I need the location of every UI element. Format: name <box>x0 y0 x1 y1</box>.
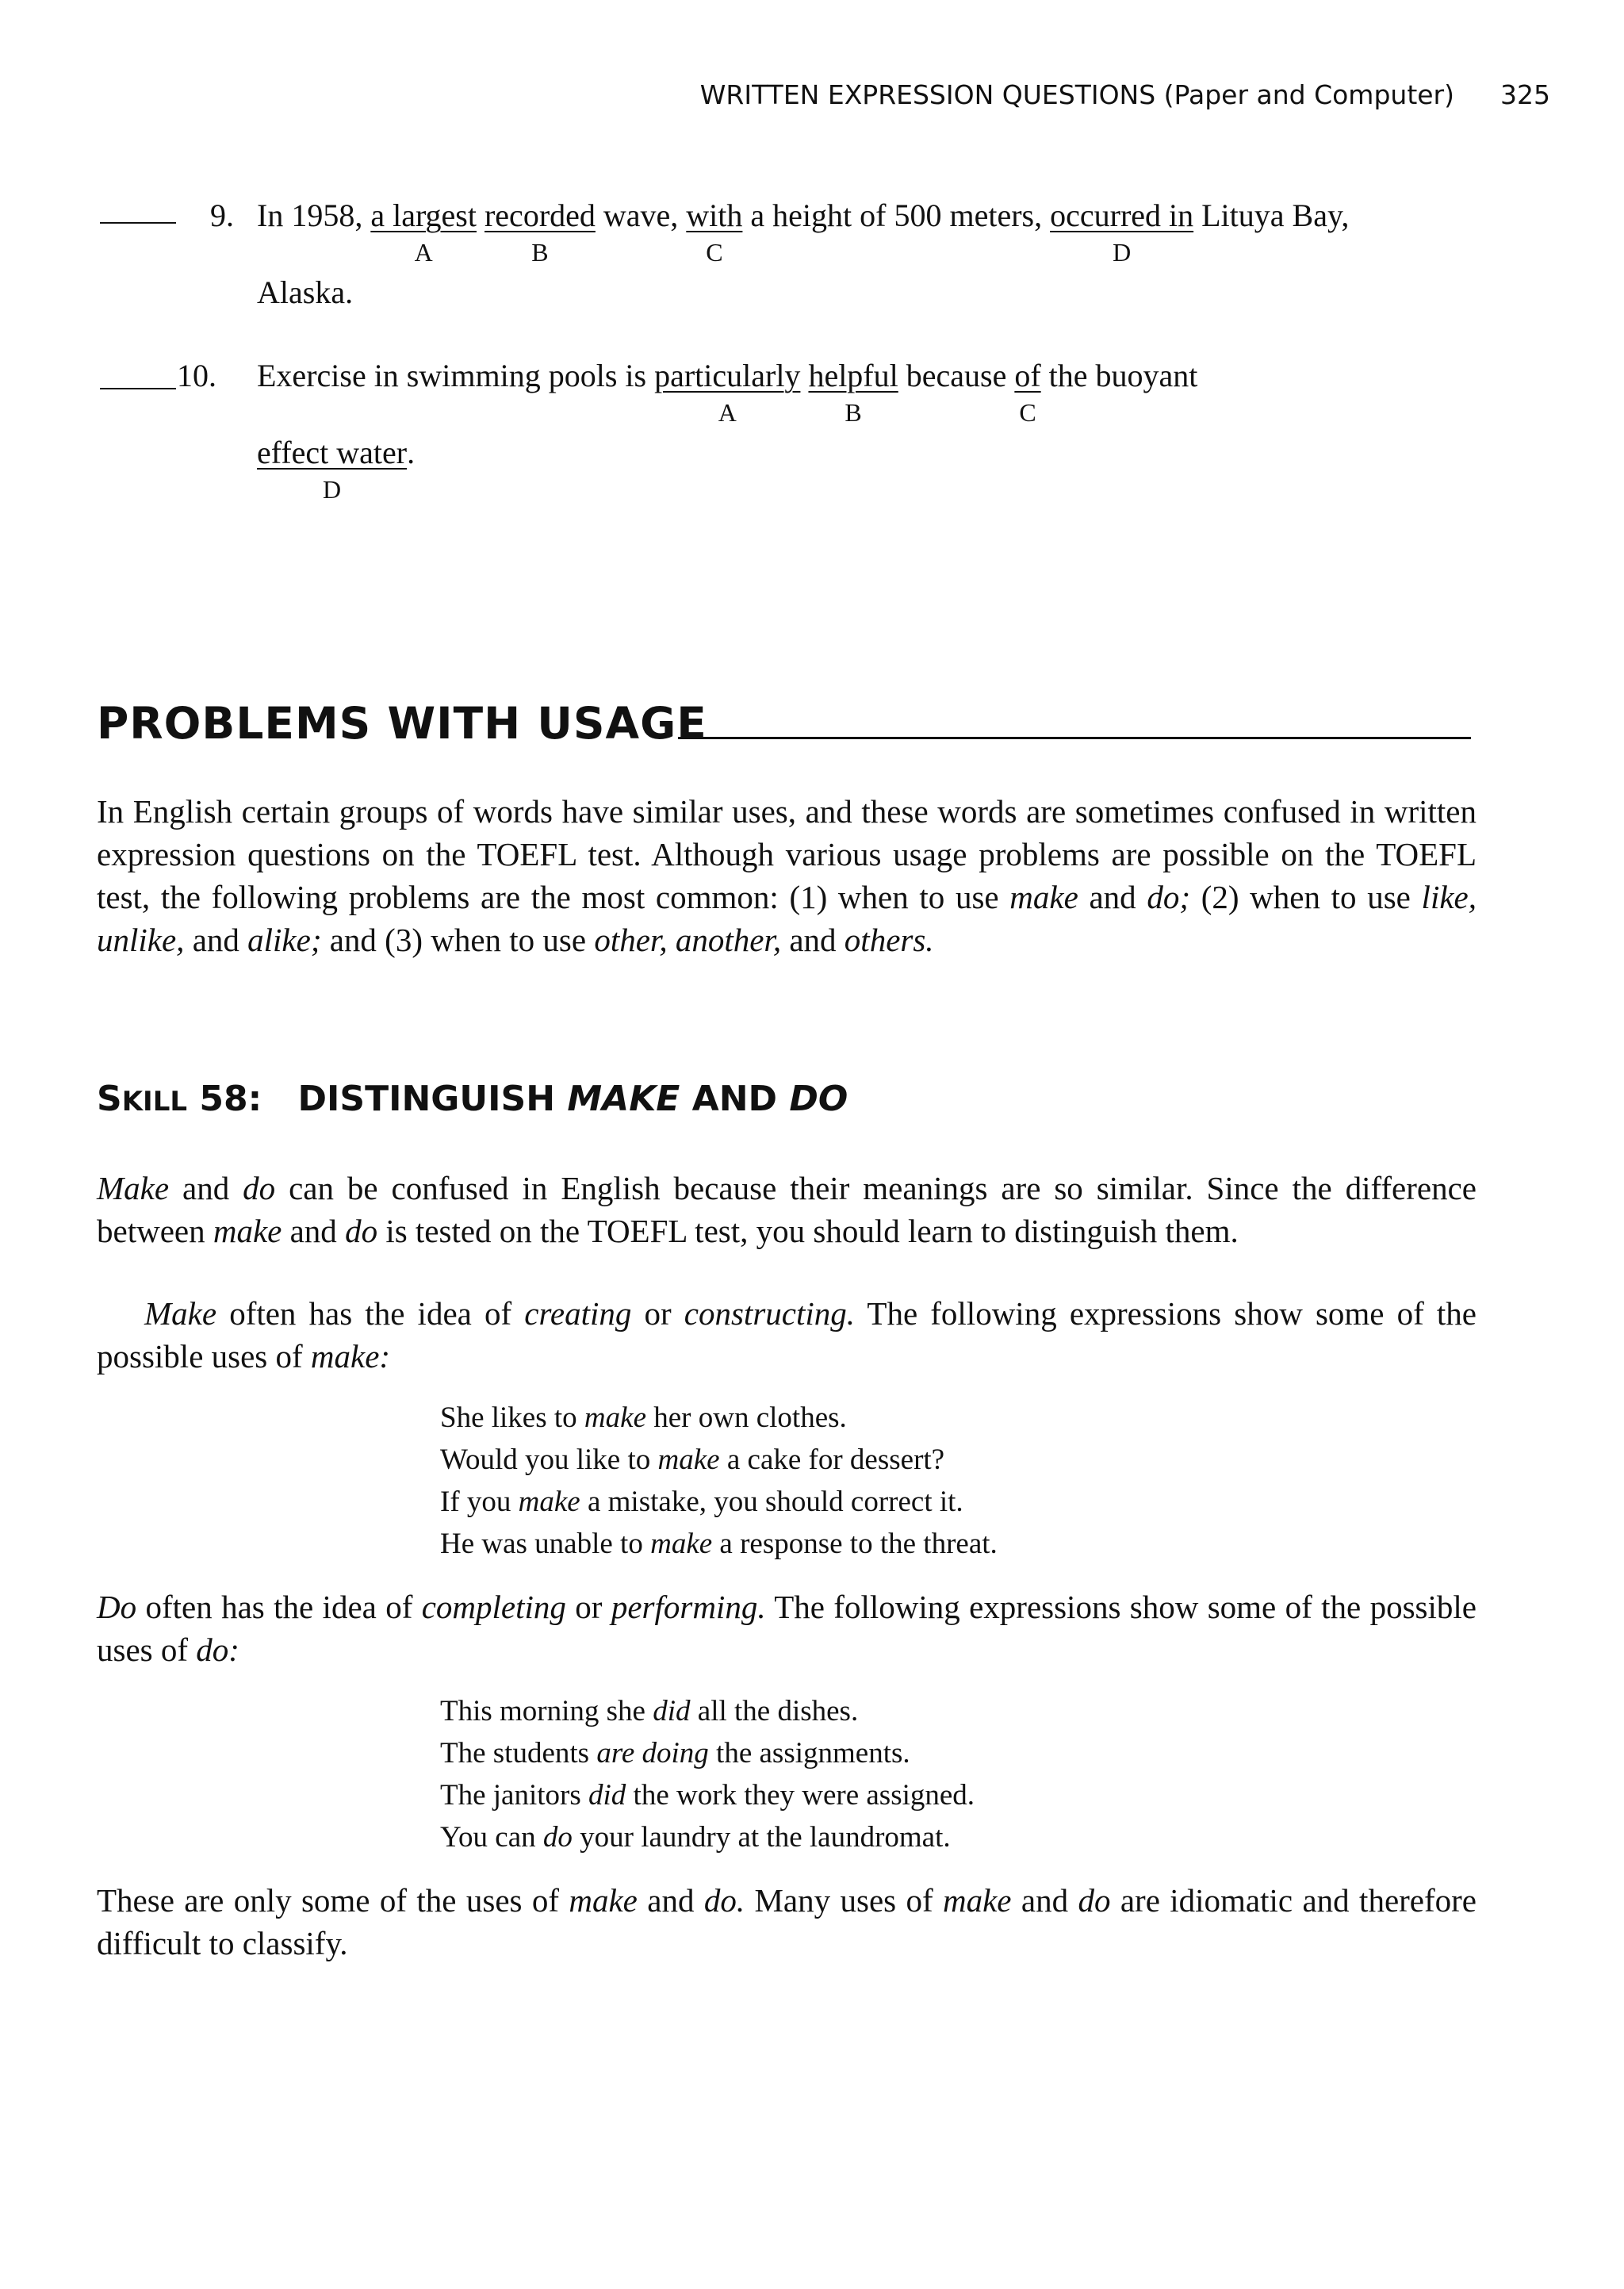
body-text: and (3) when to use <box>321 922 595 958</box>
example-sentence <box>440 1774 975 1816</box>
question-line <box>257 358 1198 427</box>
emphasis-text: do <box>243 1170 276 1206</box>
skill-number: 58: <box>199 1079 262 1119</box>
emphasis-text: are doing <box>596 1737 709 1769</box>
option-a[interactable] <box>370 197 477 266</box>
emphasis-text: make <box>657 1444 720 1476</box>
option-c[interactable] <box>686 197 743 266</box>
body-text: The janitors <box>440 1779 589 1812</box>
option-c-text: with <box>686 197 743 233</box>
body-text: Many uses of <box>745 1882 943 1919</box>
option-a-letter: A <box>718 398 737 427</box>
body-text: The following expressions show some of the possible uses of <box>97 1295 1477 1375</box>
body-text: The following expressions show some of the possible uses of <box>97 1589 1477 1668</box>
skill-label-first: S <box>97 1079 122 1119</box>
emphasis-text: Make <box>97 1170 170 1206</box>
body-text: all the dishes. <box>690 1695 859 1727</box>
question-line <box>257 197 1350 266</box>
paragraph-make-meaning <box>97 1292 1477 1378</box>
option-b[interactable] <box>808 358 898 427</box>
question-number: 10. <box>177 358 216 393</box>
question-text: In 1958, <box>257 197 371 233</box>
emphasis-text: others. <box>844 922 934 958</box>
section-heading-rule <box>678 737 1471 739</box>
body-text: He was unable to <box>440 1528 651 1560</box>
body-text: your laundry at the laundromat. <box>572 1821 951 1854</box>
emphasis-text: constructing. <box>684 1295 856 1332</box>
option-a-letter: A <box>414 238 433 266</box>
body-text: If you <box>440 1486 519 1518</box>
skill-title-do: DO <box>789 1079 848 1119</box>
running-head <box>0 79 1550 110</box>
body-text: In English certain groups of words have similar uses, and these words are sometimes confused in written expression questions on the TOEFL test. Although various usage problems are possible on the TOEFL test, the following problems are the most common: (1) when to use <box>97 793 1477 915</box>
paragraph-make-do-intro <box>97 1167 1477 1252</box>
body-text: a response to the threat. <box>712 1528 998 1560</box>
example-sentence <box>440 1397 998 1439</box>
body-text: or <box>565 1589 611 1625</box>
body-text: a mistake, you should correct it. <box>580 1486 963 1518</box>
emphasis-text: creating <box>524 1295 632 1332</box>
option-a-text: a largest <box>370 197 477 233</box>
emphasis-text: make <box>518 1486 580 1518</box>
paragraph-closing <box>97 1879 1477 1965</box>
option-c-text: of <box>1014 358 1041 393</box>
paragraph-do-meaning <box>97 1585 1477 1671</box>
emphasis-text: make <box>943 1882 1012 1919</box>
option-b[interactable] <box>484 197 596 266</box>
option-a[interactable] <box>654 358 801 427</box>
emphasis-text: do <box>345 1213 378 1249</box>
emphasis-text: performing. <box>611 1589 766 1625</box>
body-text: and <box>282 1213 346 1249</box>
option-b-text: helpful <box>808 358 898 393</box>
option-c-letter: C <box>1019 398 1036 427</box>
make-examples-list <box>440 1397 998 1565</box>
emphasis-text: alike; <box>247 922 322 958</box>
question-text <box>477 197 485 233</box>
example-sentence <box>440 1523 998 1565</box>
body-text: the assignments. <box>708 1737 910 1769</box>
body-text: and <box>169 1170 243 1206</box>
skill-title-text: AND <box>680 1079 790 1119</box>
example-sentence <box>440 1481 998 1523</box>
emphasis-text: do <box>1078 1882 1111 1919</box>
emphasis-text: Do <box>97 1589 137 1625</box>
example-sentence <box>440 1816 975 1858</box>
option-d-letter: D <box>323 475 342 504</box>
body-text: and <box>184 922 248 958</box>
answer-blank-10[interactable] <box>100 388 176 389</box>
body-text: often has the idea of <box>216 1295 525 1332</box>
option-b-letter: B <box>845 398 862 427</box>
option-d[interactable] <box>1050 197 1194 266</box>
body-text: and <box>781 922 845 958</box>
option-b-letter: B <box>531 238 549 266</box>
option-a-text: particularly <box>654 358 801 393</box>
body-text: the work they were assigned. <box>626 1779 975 1812</box>
skill-title <box>298 1079 848 1119</box>
question-line-2: Alaska. <box>257 274 354 310</box>
emphasis-text: make <box>584 1401 646 1434</box>
example-sentence <box>440 1439 998 1481</box>
body-text: and <box>1011 1882 1078 1919</box>
question-number: 9. <box>210 197 234 233</box>
example-sentence <box>440 1732 975 1774</box>
emphasis-text: make <box>213 1213 282 1249</box>
question-text: wave, <box>595 197 687 233</box>
body-text: can be confused in English because their meanings are so similar. Since the difference between <box>97 1170 1477 1249</box>
body-text: The students <box>440 1737 597 1769</box>
body-text: You can <box>440 1821 543 1854</box>
question-text: Lituya Bay, <box>1193 197 1350 233</box>
skill-title-make: MAKE <box>567 1079 680 1119</box>
body-text: She likes to <box>440 1401 584 1434</box>
option-d[interactable] <box>257 435 408 504</box>
option-d-text: occurred in <box>1050 197 1194 233</box>
emphasis-text: did <box>653 1695 691 1727</box>
body-text: and <box>637 1882 704 1919</box>
emphasis-text: like, unlike, <box>97 879 1477 958</box>
question-text: because <box>898 358 1015 393</box>
intro-paragraph <box>97 790 1477 961</box>
emphasis-text: make <box>569 1882 638 1919</box>
emphasis-text: other, another, <box>594 922 782 958</box>
section-heading: PROBLEMS WITH USAGE <box>97 698 707 749</box>
do-examples-list <box>440 1690 975 1858</box>
body-text: her own clothes. <box>646 1401 847 1434</box>
body-text: (2) when to use <box>1190 879 1422 915</box>
body-text: These are only some of the uses of <box>97 1882 569 1919</box>
body-text: Would you like to <box>440 1444 658 1476</box>
body-text: is tested on the TOEFL test, you should learn to distinguish them. <box>377 1213 1239 1249</box>
option-d-letter: D <box>1113 238 1132 266</box>
question-text: Exercise in swimming pools is <box>257 358 655 393</box>
emphasis-text: make: <box>310 1338 391 1375</box>
question-text <box>800 358 808 393</box>
option-b-text: recorded <box>484 197 596 233</box>
answer-blank-9[interactable] <box>100 222 176 224</box>
body-text: This morning she <box>440 1695 653 1727</box>
emphasis-text: do; <box>1147 879 1191 915</box>
question-text: a height of 500 meters, <box>742 197 1051 233</box>
question-text: the buoyant <box>1040 358 1198 393</box>
skill-heading <box>97 1079 848 1119</box>
emphasis-text: make <box>1009 879 1078 915</box>
example-sentence <box>440 1690 975 1732</box>
skill-label-rest: KILL <box>121 1086 188 1118</box>
body-text: a cake for dessert? <box>719 1444 945 1476</box>
option-c[interactable] <box>1014 358 1041 427</box>
emphasis-text: completing <box>421 1589 566 1625</box>
skill-title-text: DISTINGUISH <box>297 1079 568 1119</box>
option-c-letter: C <box>706 238 723 266</box>
emphasis-text: make <box>650 1528 713 1560</box>
running-head-title: WRITTEN EXPRESSION QUESTIONS (Paper and Computer) <box>699 79 1454 110</box>
option-d-text: effect water <box>257 435 408 470</box>
emphasis-text: do: <box>196 1631 239 1668</box>
emphasis-text: do. <box>703 1882 745 1919</box>
emphasis-text: do <box>542 1821 573 1854</box>
body-text: often has the idea of <box>136 1589 422 1625</box>
body-text: and <box>1078 879 1147 915</box>
emphasis-text: did <box>588 1779 626 1812</box>
body-text: or <box>631 1295 684 1332</box>
emphasis-text: Make <box>144 1295 217 1332</box>
page-number: 325 <box>1500 79 1550 110</box>
body-text: are idiomatic and therefore difficult to classify. <box>97 1882 1477 1961</box>
question-text: . <box>407 435 416 470</box>
question-line-2 <box>257 435 416 504</box>
